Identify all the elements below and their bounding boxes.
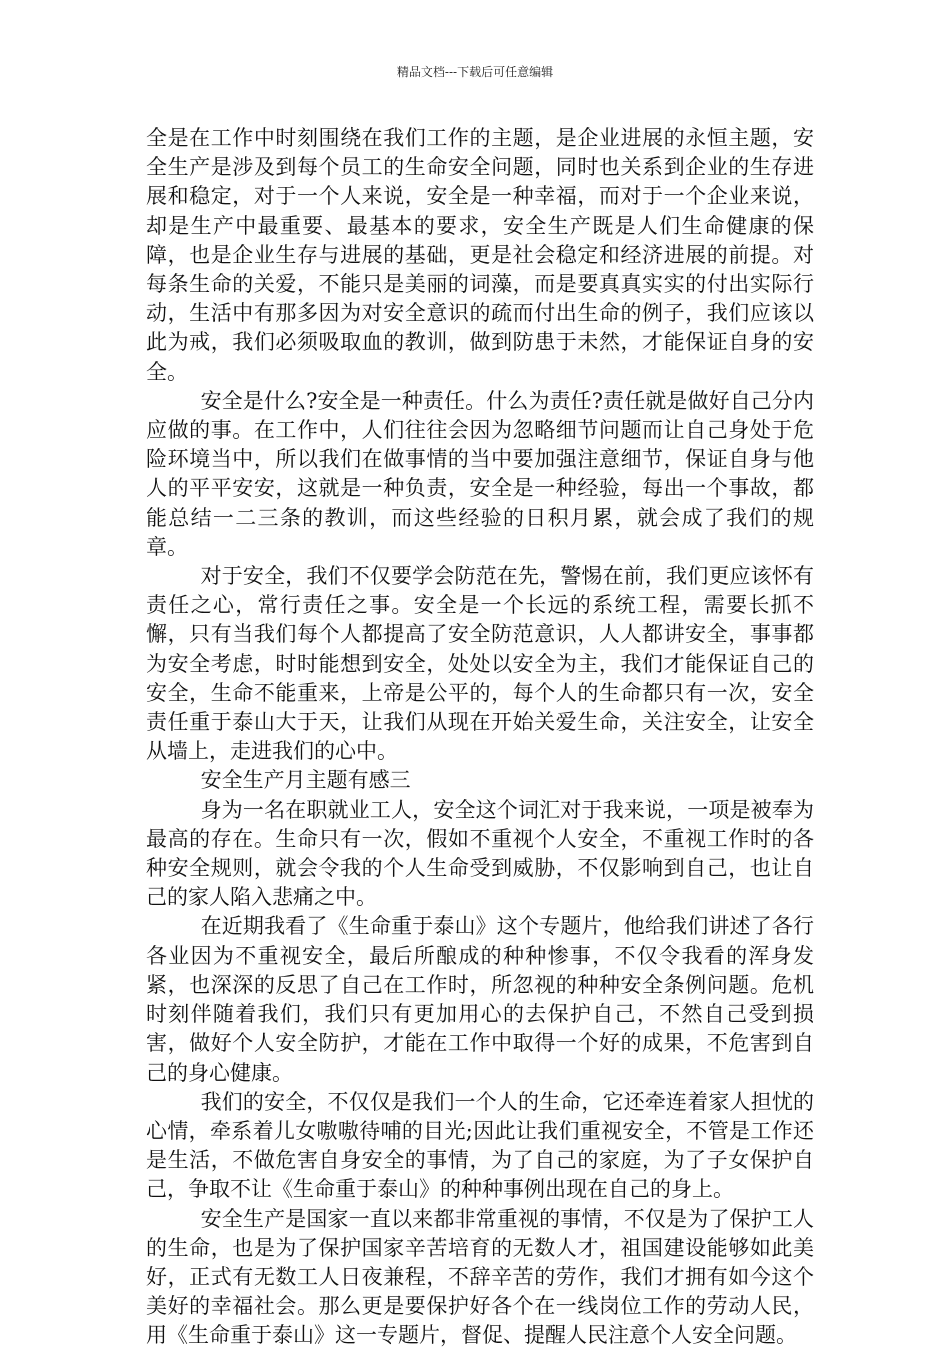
page-header: 精品文档---下载后可任意编辑 xyxy=(396,65,554,79)
section-heading: 安全生产月主题有感三 xyxy=(200,768,411,793)
document-body xyxy=(146,124,814,1351)
paragraph-4: 身为一名在职就业工人，安全这个词汇对于我来说，一项是被奉为最高的存在。生命只有一次，假如不重视个人安全，不重视工作时的各种安全规则，就会令我的个人生命受到威胁，不仅影响到自己，也让自己的家人陷入悲痛之中。 xyxy=(146,797,814,910)
paragraph-2: 安全是什么?安全是一种责任。什么为责任?责任就是做好自己分内应做的事。在工作中，人们往往会因为忽略细节问题而让自己身处于危险环境当中，所以我们在做事情的当中要加强注意细节，保证自身与他人的平平安安，这就是一种负责，安全是一种经验，每出一个事故，都能总结一二三条的教训，而这些经验的日积月累，就会成了我们的规章。 xyxy=(146,388,814,559)
paragraph-6: 我们的安全，不仅仅是我们一个人的生命，它还牵连着家人担忧的心情，牵系着儿女嗷嗷待哺的目光;因此让我们重视安全，不管是工作还是生活，不做危害自身安全的事情，为了自己的家庭，为了子女保护自己，争取不让《生命重于泰山》的种种事例出现在自己的身上。 xyxy=(146,1089,814,1202)
paragraph-1: 全是在工作中时刻围绕在我们工作的主题，是企业进展的永恒主题，安全生产是涉及到每个员工的生命安全问题，同时也关系到企业的生存进展和稳定，对于一个人来说，安全是一种幸福，而对于一个企业来说，却是生产中最重要、最基本的要求，安全生产既是人们生命健康的保障，也是企业生存与进展的基础，更是社会稳定和经济进展的前提。对每条生命的关爱，不能只是美丽的词藻，而是要真真实实的付出实际行动，生活中有那多因为对安全意识的疏而付出生命的例子，我们应该以此为戒，我们必须吸取血的教训，做到防患于未然，才能保证自身的安全。 xyxy=(146,126,814,384)
paragraph-3: 对于安全，我们不仅要学会防范在先，警惕在前，我们更应该怀有责任之心，常行责任之事。安全是一个长远的系统工程，需要长抓不懈，只有当我们每个人都提高了安全防范意识，人人都讲安全，事事都为安全考虑，时时能想到安全，处处以安全为主，我们才能保证自己的安全，生命不能重来，上帝是公平的，每个人的生命都只有一次，安全责任重于泰山大于天，让我们从现在开始关爱生命，关注安全，让安全从墙上，走进我们的心中。 xyxy=(146,564,814,764)
paragraph-7: 安全生产是国家一直以来都非常重视的事情，不仅是为了保护工人的生命，也是为了保护国家辛苦培育的无数人才，祖国建设能够如此美好，正式有无数工人日夜兼程，不辞辛苦的劳作，我们才拥有如今这个美好的幸福社会。那么更是要保护好各个在一线岗位工作的劳动人民，用《生命重于泰山》这一专题片，督促、提醒人民注意个人安全问题。 xyxy=(146,1206,814,1348)
paragraph-5: 在近期我看了《生命重于泰山》这个专题片，他给我们讲述了各行各业因为不重视安全，最后所酿成的种种惨事，不仅令我看的浑身发紧，也深深的反思了自己在工作时，所忽视的种种安全条例问题。危机时刻伴随着我们，我们只有更加用心的去保护自己，不然自己受到损害，做好个人安全防护，才能在工作中取得一个好的成果，不危害到自己的身心健康。 xyxy=(146,914,814,1085)
